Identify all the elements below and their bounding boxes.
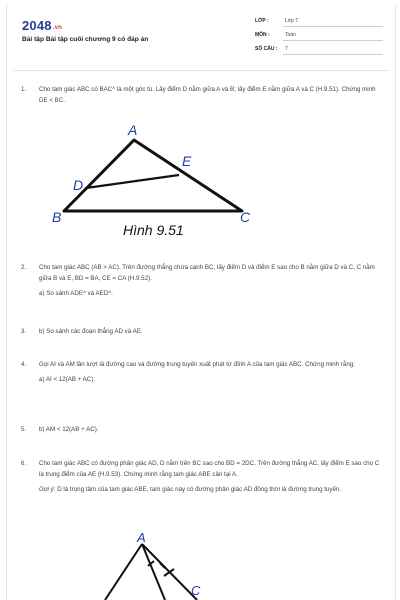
question-6 [21, 458, 381, 495]
meta-value: Lớp 7 [285, 18, 299, 24]
label-a: A [137, 532, 146, 545]
question-number: 6. [21, 460, 27, 467]
question-2 [21, 262, 381, 299]
label-b: B [52, 209, 62, 225]
question-text: b) AM < 12(AB + AC). [39, 426, 99, 433]
segment-de [86, 175, 179, 188]
question-hint [39, 484, 381, 495]
label-c: C [191, 583, 201, 598]
meta-value: Toán [285, 32, 296, 38]
document-header [7, 4, 395, 70]
logo-suffix: .vn [52, 25, 63, 31]
question-number: 4. [21, 361, 27, 368]
meta-underline [283, 54, 383, 55]
question-number: 1. [21, 86, 27, 93]
meta-label: LỚP : [255, 18, 269, 24]
figure-caption: Hình 9.51 [123, 222, 184, 238]
question-text: Cho tam giác ABC (AB > AC). Trên đường thẳng chứa cạnh BC, lấy điểm D và điểm E sao cho B nằm giữa D và C, C nằm giữa B và E, BD = BA, CE = CA (H.9.52). [39, 264, 375, 282]
document-page [6, 4, 396, 600]
question-subpart: a) AI < 12(AB + AC); [39, 376, 96, 383]
logo-text: 2048 [22, 18, 52, 33]
meta-label: MÔN : [255, 32, 270, 38]
question-text: Gọi AI và AM lần lượt là đường cao và đường trung tuyến xuất phát từ đỉnh A của tam giác ABC. Chứng minh rằng: [39, 361, 355, 368]
question-text: Cho tam giác ABC có đường phân giác AD, D nằm trên BC sao cho BD = 2DC. Trên đường thẳng AC, lấy điểm E sao cho C là trung điểm của AE (H.9.53). Chứng minh rằng tam giác ABE cân tại A. [39, 460, 380, 478]
document-title: Bài tập Bài tập cuối chương 9 có đáp án [22, 36, 149, 43]
site-logo[interactable] [22, 18, 62, 33]
meta-value: 7 [285, 46, 288, 52]
meta-underline [283, 40, 383, 41]
header-divider [13, 70, 389, 71]
question-4 [21, 359, 381, 385]
question-subpart: a) So sánh ADE^ và AED^. [39, 290, 113, 297]
label-c: C [240, 209, 251, 225]
label-d: D [73, 177, 84, 193]
figure-9-51 [37, 118, 267, 242]
hint-label: Gợi ý: [39, 486, 56, 493]
side-ab [105, 544, 142, 600]
figure-9-53 [93, 532, 233, 600]
hint-text: D là trọng tâm của tam giác ABE, tam giác này có đường phân giác AD đồng thời là đường trung tuyến. [57, 486, 342, 493]
label-e: E [182, 153, 192, 169]
meta-underline [283, 26, 383, 27]
question-text: Cho tam giác ABC có BAC^ là một góc tù. Lấy điểm D nằm giữa A và B; lấy điểm E nằm giữa A và C (H.9.51). Chứng minh DE < BC. [39, 86, 376, 104]
question-number: 5. [21, 426, 27, 433]
meta-label: SỐ CÂU : [255, 46, 278, 52]
question-5 [21, 424, 381, 435]
bisector-ad [142, 544, 165, 600]
question-3 [21, 326, 381, 337]
question-text: b) So sánh các đoạn thẳng AD và AE. [39, 328, 143, 335]
label-a: A [128, 122, 138, 138]
question-1 [21, 84, 381, 106]
question-number: 2. [21, 264, 27, 271]
question-number: 3. [21, 328, 27, 335]
triangle-abc [64, 140, 242, 211]
